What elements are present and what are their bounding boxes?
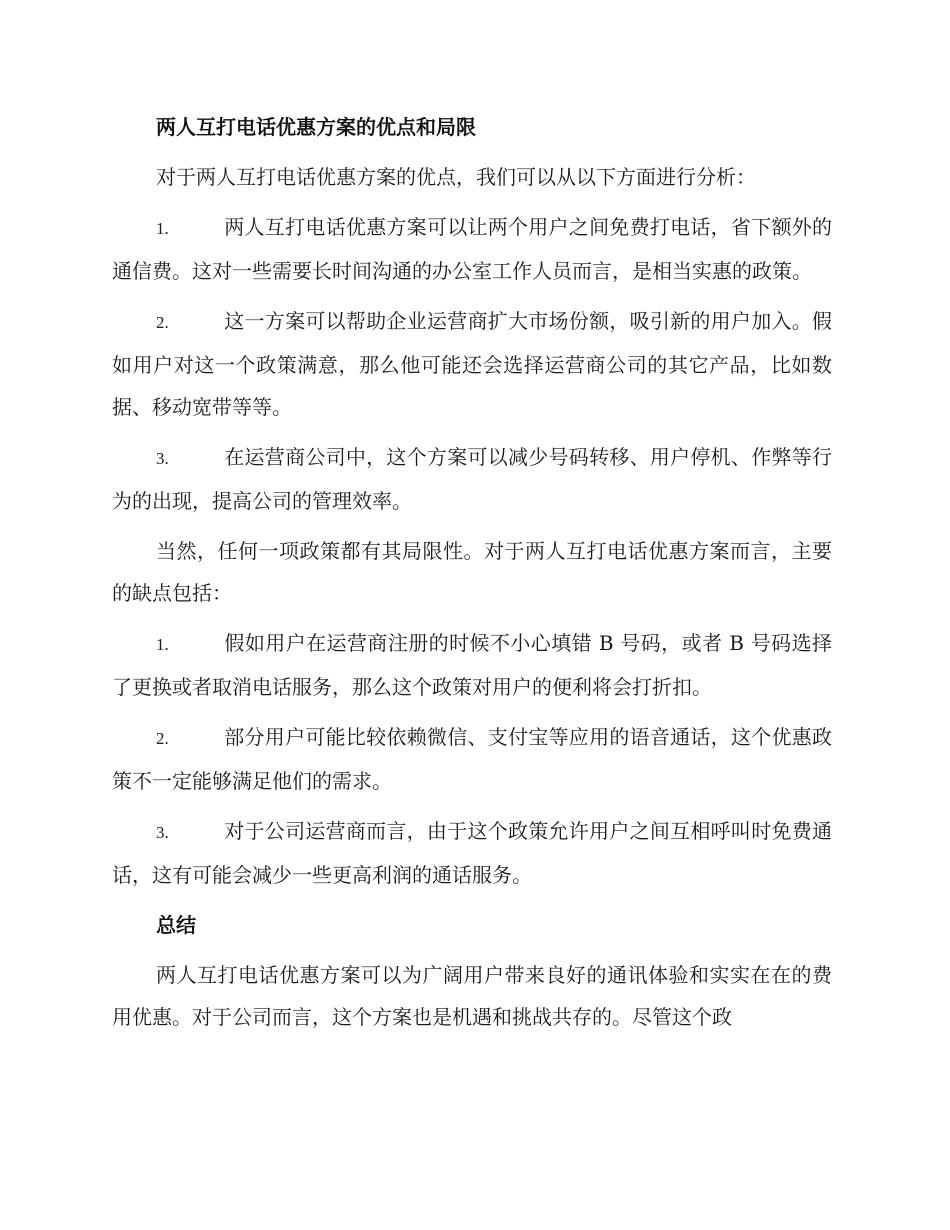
list-item-text: 假如用户在运营商注册的时候不小心填错 B 号码，或者 B 号码选择了更换或者取消电话服务，那么这个政策对用户的便利将会打折扣。 — [112, 631, 832, 699]
list-number: 2. — [156, 313, 169, 332]
list-item-text: 对于公司运营商而言，由于这个政策允许用户之间互相呼叫时免费通话，这有可能会减少一些更高利润的通话服务。 — [112, 819, 832, 887]
list-number: 3. — [156, 449, 169, 468]
list-item-text: 两人互打电话优惠方案可以让两个用户之间免费打电话，省下额外的通信费。这对一些需要长时间沟通的办公室工作人员而言，是相当实惠的政策。 — [112, 215, 832, 283]
section-title: 两人互打电话优惠方案的优点和局限 — [156, 115, 476, 139]
list-item-text: 这一方案可以帮助企业运营商扩大市场份额，吸引新的用户加入。假如用户对这一个政策满意，那么他可能还会选择运营商公司的其它产品，比如数据、移动宽带等等。 — [112, 309, 832, 419]
advantage-item-2 — [112, 300, 832, 428]
disadvantage-item-2 — [112, 716, 832, 802]
advantage-item-3 — [112, 436, 832, 522]
summary-paragraph: 两人互打电话优惠方案可以为广阔用户带来良好的通讯体验和实实在在的费用优惠。对于公司而言，这个方案也是机遇和挑战共存的。尽管这个政 — [112, 963, 832, 1029]
limits-intro-paragraph: 当然，任何一项政策都有其局限性。对于两人互打电话优惠方案而言，主要的缺点包括： — [112, 539, 832, 605]
disadvantage-item-3 — [112, 810, 832, 896]
list-item-text: 部分用户可能比较依赖微信、支付宝等应用的语音通话，这个优惠政策不一定能够满足他们的需求。 — [112, 725, 832, 793]
advantage-item-1 — [112, 206, 832, 292]
list-item-text: 在运营商公司中，这个方案可以减少号码转移、用户停机、作弊等行为的出现，提高公司的管理效率。 — [112, 445, 832, 513]
document-body — [112, 106, 832, 1046]
summary-title: 总结 — [156, 913, 196, 937]
intro-paragraph: 对于两人互打电话优惠方案的优点，我们可以从以下方面进行分析： — [156, 165, 756, 189]
list-number: 1. — [156, 635, 169, 654]
disadvantage-item-1 — [112, 622, 832, 708]
list-number: 1. — [156, 219, 169, 238]
list-number: 2. — [156, 729, 169, 748]
list-number: 3. — [156, 823, 169, 842]
